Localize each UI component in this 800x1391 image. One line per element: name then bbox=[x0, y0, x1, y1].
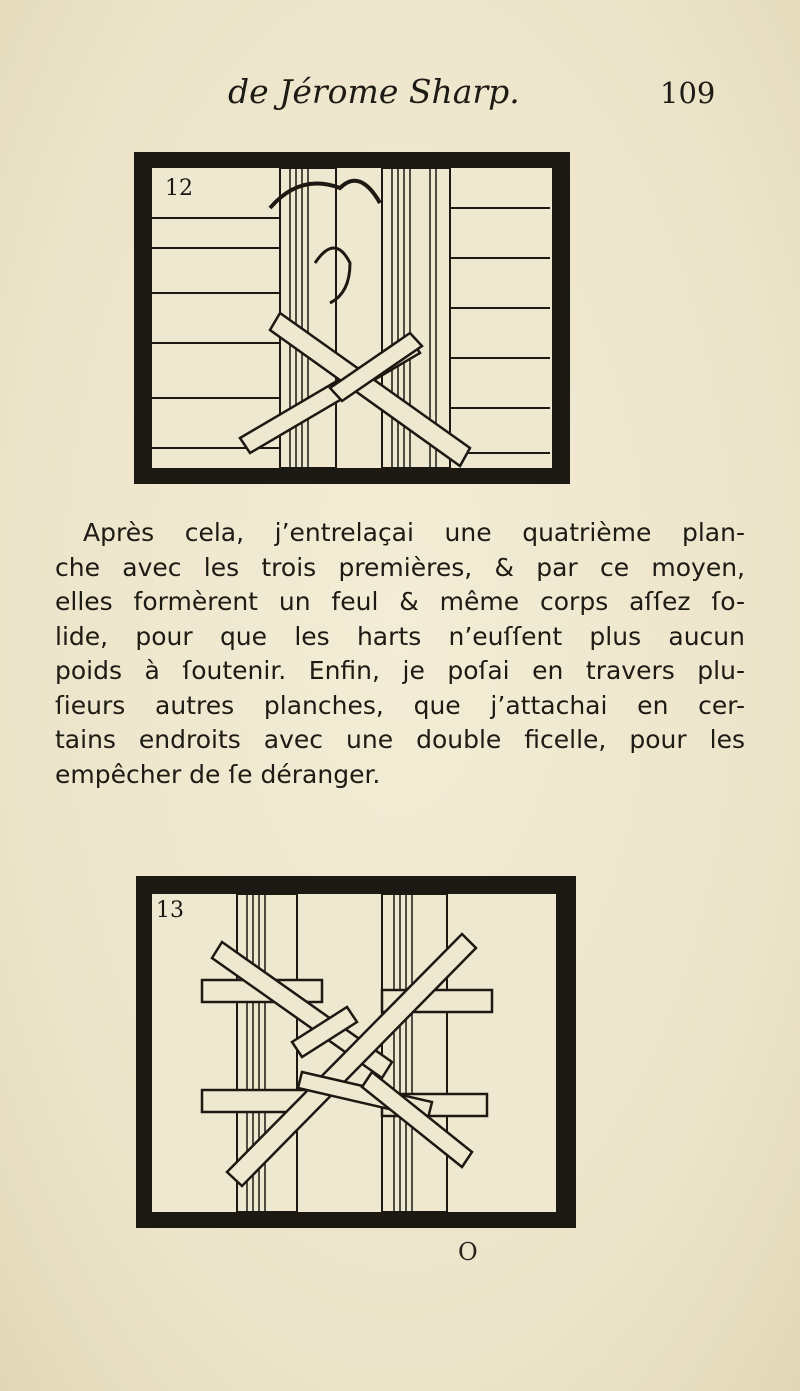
woodcut-figure-13 bbox=[132, 872, 580, 1232]
figure-number-12: 12 bbox=[165, 176, 193, 201]
woodcut-crossed-planks-icon bbox=[132, 872, 580, 1232]
woodcut-planks-tied-to-tree-icon bbox=[130, 148, 575, 488]
paragraph-line: lide, pour que les harts n’euſſent plus aucun bbox=[55, 621, 745, 651]
paragraph-line: Après cela, j’entrelaçai une quatrième plan- bbox=[83, 518, 745, 547]
paragraph-line: tains endroits avec une double ficelle, pour les bbox=[55, 725, 745, 754]
running-header bbox=[0, 72, 800, 122]
paragraph bbox=[55, 516, 745, 792]
running-title: de Jérome Sharp. bbox=[228, 72, 520, 111]
signature-mark: O bbox=[458, 1238, 478, 1266]
paragraph-line: ſieurs autres planches, que j’attachai en cer- bbox=[55, 690, 745, 720]
woodcut-figure-12 bbox=[130, 148, 575, 488]
paragraph-line: empêcher de ſe déranger. bbox=[55, 759, 381, 789]
paragraph-line: poids à ſoutenir. Enfin, je poſai en travers plu- bbox=[55, 656, 745, 685]
page-number: 109 bbox=[660, 76, 716, 110]
paragraph-line: che avec les trois premières, & par ce moyen, bbox=[55, 552, 745, 582]
figure-number-13: 13 bbox=[156, 898, 184, 923]
paragraph-line: elles formèrent un feul & même corps aſſez ſo- bbox=[55, 587, 745, 616]
